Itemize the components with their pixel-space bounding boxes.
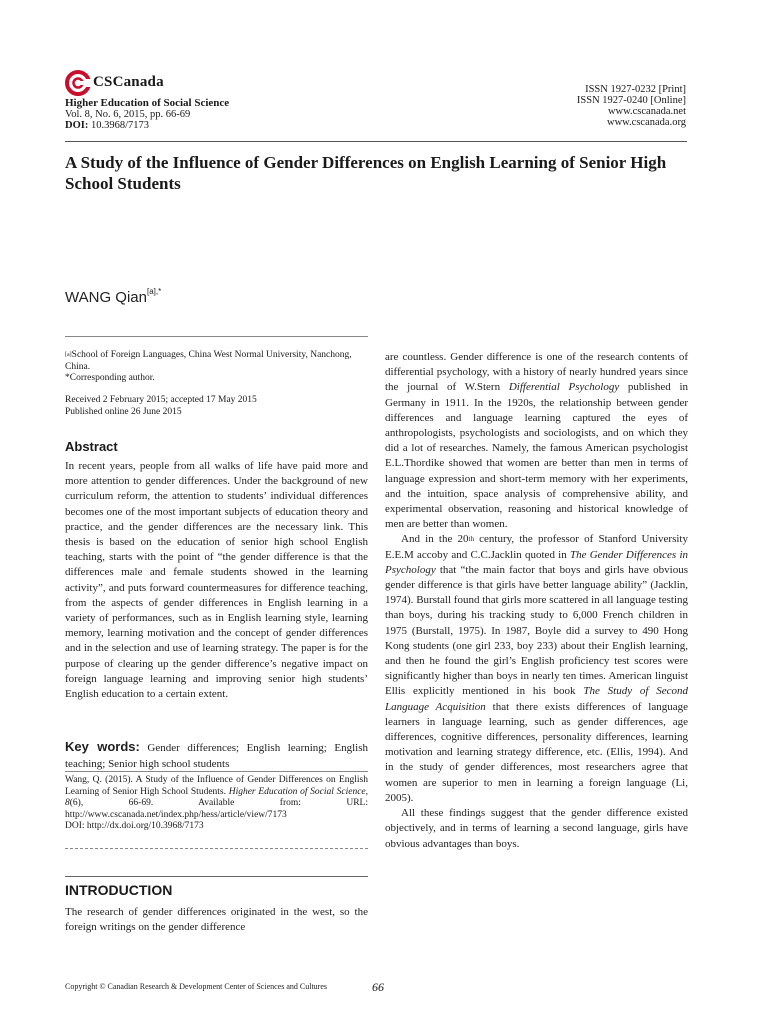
- dates-block: [65, 395, 368, 418]
- affiliation: [65, 350, 368, 385]
- p2-a: And in the 20: [401, 533, 469, 546]
- section-rule: [65, 336, 368, 337]
- affiliation-text: School of Foreign Languages, China West Normal University, Nanchong, China.: [65, 350, 352, 372]
- citation-volume: 8: [65, 798, 70, 809]
- abstract-text: In recent years, people from all walks of life have paid more and more attention to gender differences. Under the background of new curriculum reform, the attention to students’ individual differences becomes one of the most important subjects of education theory and practice, and the gender differences are the necessary link. This thesis is based on the education of senior high school English teaching, starts with the point of “the gender difference is that the differences male and female students showed in the learning activity”, and puts forward countermeasures for difference teaching, from the aspects of gender differences in English learning in a variety of performances, such as in English learning style, learning memory, learning motivation and the concept of gender differences and in the selection and use of learning strategy. The paper is for the purpose of clearing up the gender difference’s negative impact on foreign language learning and improving senior high students’ English education to a certain extent.: [65, 460, 368, 701]
- page-number: 66: [372, 980, 384, 994]
- author-name-text: WANG Qian: [65, 289, 147, 306]
- citation-rule-bottom: [65, 848, 368, 849]
- p2-sup: th: [468, 535, 474, 544]
- p2-italic-2: The Study of Second Language Acquisition: [385, 685, 688, 713]
- issn-online: ISSN 1927-0240 [Online]: [576, 95, 686, 106]
- issn-info: [486, 84, 686, 128]
- logo-text: CSCanada: [93, 74, 164, 90]
- citation-part2: ,: [365, 786, 369, 797]
- doi-label: DOI:: [65, 120, 89, 131]
- p2-italic-1: The Gender Differences in Psychology: [385, 548, 689, 576]
- paragraph-1: [385, 350, 688, 532]
- author-name: [65, 289, 161, 306]
- doi-value: 10.3968/7173: [88, 120, 150, 131]
- doi-line: [65, 120, 229, 131]
- keywords-text: Gender differences; English learning; English teaching; Senior high school students: [65, 742, 369, 770]
- journal-name: Higher Education of Social Science: [65, 97, 230, 109]
- corresponding-author: *Corresponding author.: [65, 373, 155, 383]
- p2-c: that “the main factor that boys and girls have obvious gender difference is that girls have better language ability” (Jacklin, 1974). Burstall found that girls more scattered in all language testing than boys, during his tracking study to 6,000 French children in 1975 (Burstall, 1975). In 1987, Boyle did a survey to 490 Hong Kong students (one girl 233, boy 233) about their English learning, and then he found the girl’s English proficiency test scores were significantly higher than boys in nearly ten times. American linguist Ellis explicitly mentioned in his book: [385, 563, 688, 698]
- paragraph-2: [385, 532, 688, 806]
- keywords: [65, 739, 368, 772]
- paragraph-3: All these findings suggest that the gender difference existed objectively, and in terms of learning a second language, girls have obvious advantages than boys.: [385, 807, 688, 850]
- intro-left-text: The research of gender differences originated in the west, so the foreign writings on the gender difference: [65, 906, 368, 934]
- citation-doi[interactable]: DOI: http://dx.doi.org/10.3968/7173: [65, 821, 204, 832]
- citation-block: [65, 775, 368, 833]
- cscanada-logo-icon: [65, 70, 91, 96]
- right-column-text: [385, 350, 688, 852]
- journal-info: [65, 98, 229, 131]
- citation-journal: Higher Education of Social Science: [228, 786, 366, 797]
- received-date: Received 2 February 2015; accepted 17 May 2015: [65, 395, 257, 405]
- affiliation-sup: [a]: [65, 352, 72, 358]
- author-sup: [a],*: [146, 287, 162, 296]
- published-date: Published online 26 June 2015: [65, 406, 182, 417]
- intro-rule: [65, 876, 368, 877]
- website-link-1[interactable]: www.cscanada.net: [607, 106, 686, 117]
- volume-line: Vol. 8, No. 6, 2015, pp. 66-69: [65, 109, 191, 120]
- p1-a: are countless. Gender difference is one of the research contents of differential psychology, with a history of nearly hundred years since the journal of W.Stern: [385, 351, 688, 394]
- citation-part1: Wang, Q. (2015). A Study of the Influence of Gender Differences on English Learning of Senior High School Students.: [65, 775, 368, 797]
- p2-b: century, the professor of Stanford University E.E.M accoby and C.C.Jacklin quoted in: [385, 533, 688, 561]
- keywords-label: Key words:: [65, 739, 140, 754]
- copyright-footer: Copyright © Canadian Research & Development Center of Sciences and Cultures: [65, 982, 328, 991]
- p2-d: that there exists differences of language learners in language learning, such as gender differences, age differences, cognitive differences, personality differences, learning motivation and learning strategy difference, etc. (Ellis, 1994). And in the study of gender differences, most researchers agree that women are superior to men in learning a foreign language (Li, 2005).: [385, 700, 688, 804]
- paper-title: A Study of the Influence of Gender Differences on English Learning of Senior High School Students: [65, 153, 667, 193]
- issn-print: ISSN 1927-0232 [Print]: [585, 84, 686, 95]
- header-rule: [65, 141, 687, 142]
- p1-italic: Differential Psychology: [508, 381, 620, 394]
- website-link-2[interactable]: www.cscanada.org: [606, 117, 686, 128]
- affiliation-line: [65, 350, 368, 373]
- p1-b: published in Germany in 1911. In the 1920s, the relationship between gender differences and language learning captured the eyes of anthropologists, psychologists and sociologists, and on which they did a lot of researches. Namely, the famous American psychologist E.L.Thordike showed that women are better than men in terms of language expression and short-term memory with her experiments, and the intuition, space analysis of comprehensive ability, and experimental observation, reasoning and historical knowledge of men are better than women.: [385, 381, 688, 531]
- introduction-heading: INTRODUCTION: [65, 882, 173, 898]
- abstract-heading: Abstract: [65, 439, 118, 454]
- citation-part3[interactable]: (6), 66-69. Available from: URL: http://www.cscanada.net/index.php/hess/article/view/7173: [65, 798, 368, 820]
- citation-rule-top: [65, 771, 368, 772]
